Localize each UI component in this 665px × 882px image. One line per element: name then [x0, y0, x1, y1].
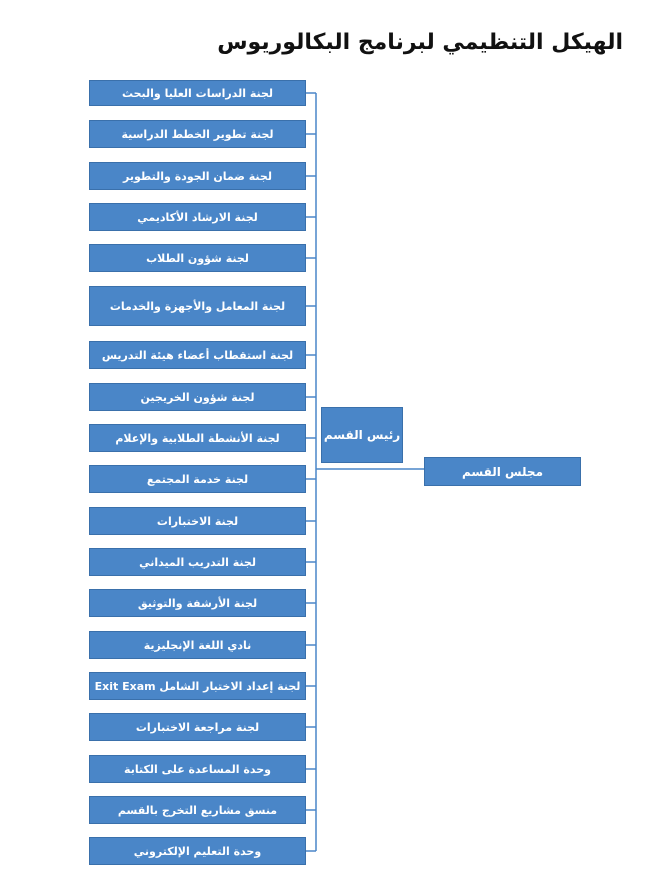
committee-box: لجنة خدمة المجتمع	[89, 465, 306, 493]
committee-box: لجنة شؤون الخريجين	[89, 383, 306, 411]
department-head-box: رئيس القسم	[321, 407, 403, 463]
committee-box: وحدة المساعدة على الكتابة	[89, 755, 306, 783]
committee-box: لجنة شؤون الطلاب	[89, 244, 306, 272]
committee-box: لجنة ضمان الجودة والتطوير	[89, 162, 306, 190]
committee-box: لجنة الأرشفة والتوثيق	[89, 589, 306, 617]
committee-box: نادي اللغة الإنجليزية	[89, 631, 306, 659]
committee-box: لجنة تطوير الخطط الدراسية	[89, 120, 306, 148]
department-council-box: مجلس القسم	[424, 457, 581, 486]
committee-box: لجنة استقطاب أعضاء هيئة التدريس	[89, 341, 306, 369]
committee-box: لجنة المعامل والأجهزة والخدمات	[89, 286, 306, 326]
committee-box: منسق مشاريع التخرج بالقسم	[89, 796, 306, 824]
committee-box: لجنة الاختبارات	[89, 507, 306, 535]
committee-box: لجنة الارشاد الأكاديمي	[89, 203, 306, 231]
committee-box: وحدة التعليم الإلكتروني	[89, 837, 306, 865]
committee-box: لجنة الدراسات العليا والبحث	[89, 80, 306, 106]
chart-title: الهيكل التنظيمي لبرنامج البكالوريوس	[217, 30, 623, 55]
committee-box: لجنة إعداد الاختبار الشامل Exit Exam	[89, 672, 306, 700]
committee-box: لجنة مراجعة الاختبارات	[89, 713, 306, 741]
committee-box: لجنة الأنشطة الطلابية والإعلام	[89, 424, 306, 452]
committee-box: لجنة التدريب الميداني	[89, 548, 306, 576]
